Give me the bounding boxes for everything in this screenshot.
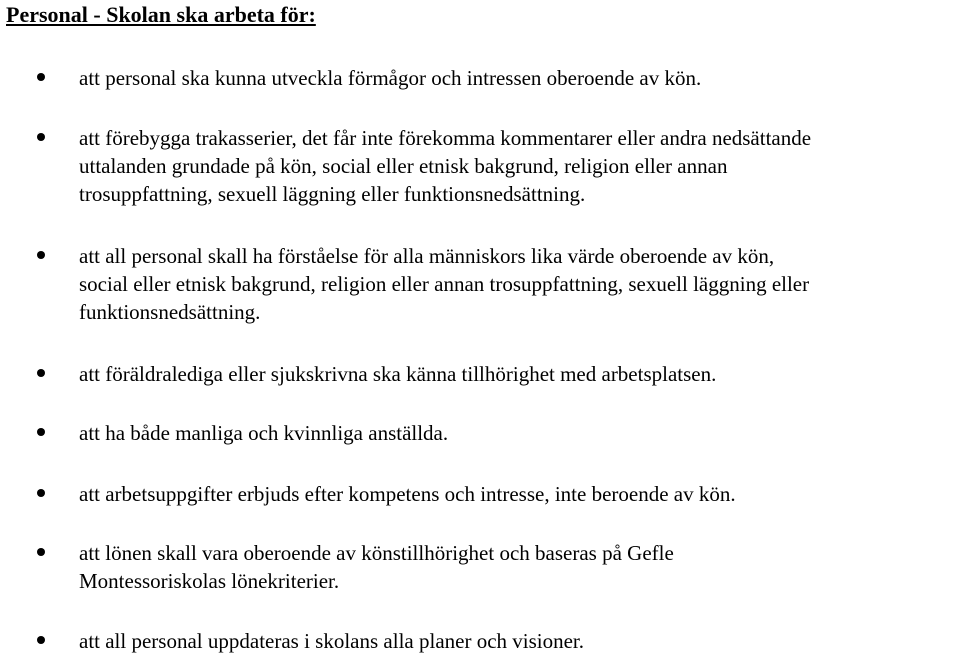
list-item-text: att förebygga trakasserier, det får inte förekomma kommentarer eller andra nedsättande uttalanden grundade på kön, social eller etnisk bakgrund, religion eller annan trosuppfattning, sexuell läggning eller funktionsnedsättning. [79, 126, 812, 206]
list-item-text: att all personal uppdateras i skolans alla planer och visioner. [79, 629, 585, 653]
list-item-text: att lönen skall vara oberoende av könstillhörighet och baseras på Gefle Montessoriskolas lönekriterier. [79, 541, 674, 593]
bullet-icon [37, 627, 45, 644]
bullet-icon [37, 480, 45, 497]
list-item-text: att arbetsuppgifter erbjuds efter kompetens och intresse, inte beroende av kön. [79, 482, 736, 506]
bullet-icon [37, 539, 45, 556]
bullet-icon [37, 242, 45, 259]
bullet-icon [37, 360, 45, 377]
page-heading: Personal - Skolan ska arbeta för: [6, 2, 316, 27]
bullet-icon [37, 419, 45, 436]
list-item-text: att föräldralediga eller sjukskrivna ska känna tillhörighet med arbetsplatsen. [79, 362, 717, 386]
list-item-text: att personal ska kunna utveckla förmågor och intressen oberoende av kön. [79, 66, 702, 90]
bullet-icon [37, 64, 45, 81]
list-item-text: att all personal skall ha förståelse för alla människors lika värde oberoende av kön, social eller etnisk bakgrund, religion eller annan trosuppfattning, sexuell läggning eller funktionsnedsättning. [79, 244, 810, 324]
bullet-icon [37, 124, 45, 141]
list-item-text: att ha både manliga och kvinnliga anställda. [79, 421, 449, 445]
